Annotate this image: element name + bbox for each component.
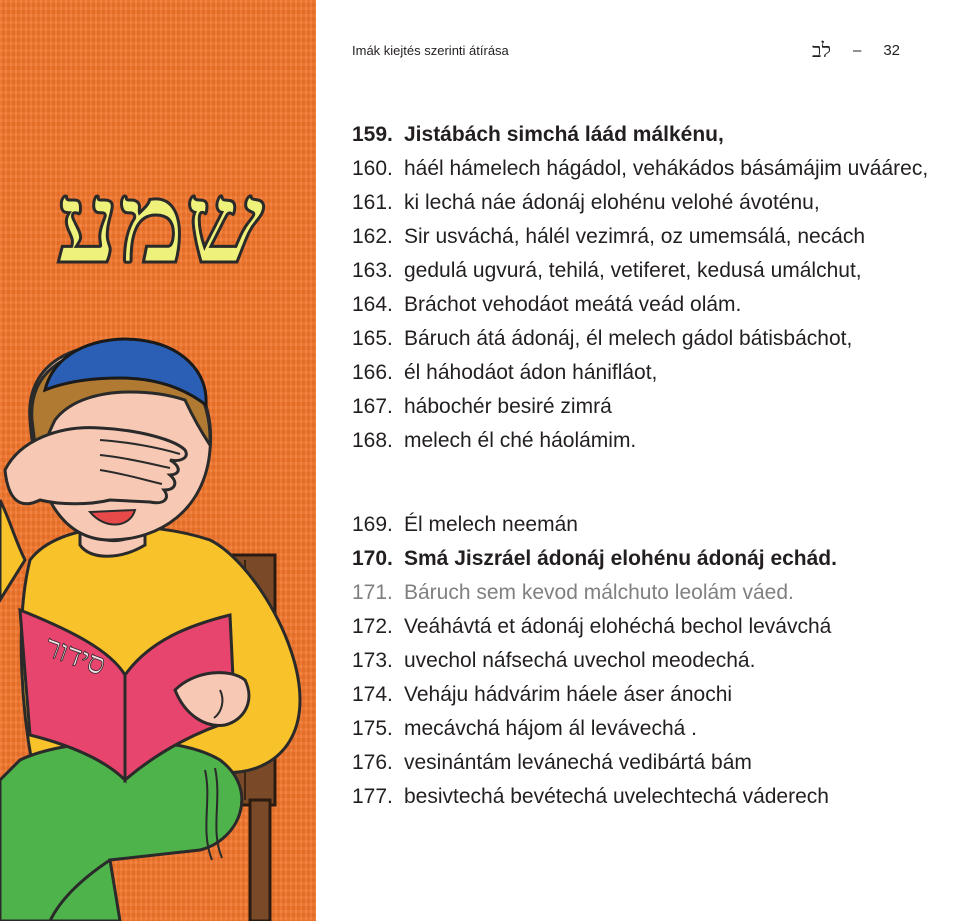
- prayer-group-1: [352, 118, 942, 458]
- line-number: 169.: [352, 513, 393, 536]
- line-text: melech él ché háolámim.: [404, 429, 637, 452]
- line-number: 175.: [352, 717, 393, 740]
- page-number: 32: [883, 42, 900, 59]
- line-number: 171.: [352, 581, 393, 604]
- prayer-text: [352, 118, 942, 814]
- prayer-line: [352, 610, 942, 644]
- shema-word: שמע: [55, 158, 265, 289]
- header-title: Imák kiejtés szerinti átírása: [352, 43, 509, 58]
- prayer-line: [352, 254, 942, 288]
- chair-leg: [250, 800, 270, 921]
- line-text: Veáhávtá et ádonáj elohéchá bechol levávchá: [404, 615, 832, 638]
- prayer-line: [352, 220, 942, 254]
- line-number: 163.: [352, 259, 393, 282]
- header-dash: –: [852, 42, 862, 59]
- prayer-line: [352, 780, 942, 814]
- siddur-title: סידור: [40, 629, 111, 684]
- line-text: Báruch átá ádonáj, él melech gádol bátisbáchot,: [404, 327, 853, 350]
- line-number: 165.: [352, 327, 393, 350]
- prayer-line: [352, 424, 942, 458]
- prayer-line: [352, 322, 942, 356]
- prayer-group-2: [352, 508, 942, 814]
- line-text: Sir usváchá, hálél vezimrá, oz umemsálá, necách: [404, 225, 866, 248]
- line-number: 164.: [352, 293, 393, 316]
- line-text: Veháju hádvárim háele áser ánochi: [404, 683, 733, 706]
- page-indicator: [812, 38, 900, 63]
- line-number: 167.: [352, 395, 393, 418]
- line-number: 166.: [352, 361, 393, 384]
- prayer-line: [352, 152, 942, 186]
- line-number: 168.: [352, 429, 393, 452]
- prayer-line: [352, 356, 942, 390]
- line-text: besivtechá bevétechá uvelechtechá váderech: [404, 785, 829, 808]
- prayer-line: [352, 508, 942, 542]
- line-number: 176.: [352, 751, 393, 774]
- line-text: ki lechá náe ádonáj elohénu velohé ávoténu,: [404, 191, 820, 214]
- line-text: háél hámelech hágádol, vehákádos básámájim uváárec,: [404, 157, 929, 180]
- line-number: 170.: [352, 547, 393, 570]
- line-number: 177.: [352, 785, 393, 808]
- boy-reading-illustration: [0, 0, 316, 921]
- prayer-line: [352, 118, 942, 152]
- prayer-line: [352, 644, 942, 678]
- line-number: 160.: [352, 157, 393, 180]
- line-text: mecávchá hájom ál levávechá .: [404, 717, 697, 740]
- prayer-line: [352, 390, 942, 424]
- line-number: 162.: [352, 225, 393, 248]
- line-number: 173.: [352, 649, 393, 672]
- prayer-line: [352, 712, 942, 746]
- line-text: hábochér besiré zimrá: [404, 395, 612, 418]
- line-text: gedulá ugvurá, tehilá, vetiferet, kedusá umálchut,: [404, 259, 862, 282]
- line-text: uvechol náfsechá uvechol meodechá.: [404, 649, 756, 672]
- line-text: Smá Jiszráel ádonáj elohénu ádonáj echád.: [404, 547, 837, 570]
- group-spacer: [352, 458, 942, 508]
- illustration-panel: [0, 0, 316, 921]
- prayer-line: [352, 678, 942, 712]
- prayer-line: [352, 576, 942, 610]
- line-text: Bráchot vehodáot meátá veád olám.: [404, 293, 742, 316]
- line-text: Él melech neemán: [404, 513, 578, 536]
- prayer-line: [352, 186, 942, 220]
- line-text: Jistábách simchá láád málkénu,: [404, 123, 724, 146]
- line-number: 159.: [352, 123, 393, 146]
- line-text: vesinántám levánechá vedibártá bám: [404, 751, 752, 774]
- line-number: 172.: [352, 615, 393, 638]
- line-text: Báruch sem kevod málchuto leolám váed.: [404, 581, 794, 604]
- prayer-line: [352, 746, 942, 780]
- hebrew-page-number: לב: [811, 38, 831, 62]
- line-text: él háhodáot ádon hánifláot,: [404, 361, 658, 384]
- prayer-line: [352, 542, 942, 576]
- prayer-line: [352, 288, 942, 322]
- line-number: 161.: [352, 191, 393, 214]
- line-number: 174.: [352, 683, 393, 706]
